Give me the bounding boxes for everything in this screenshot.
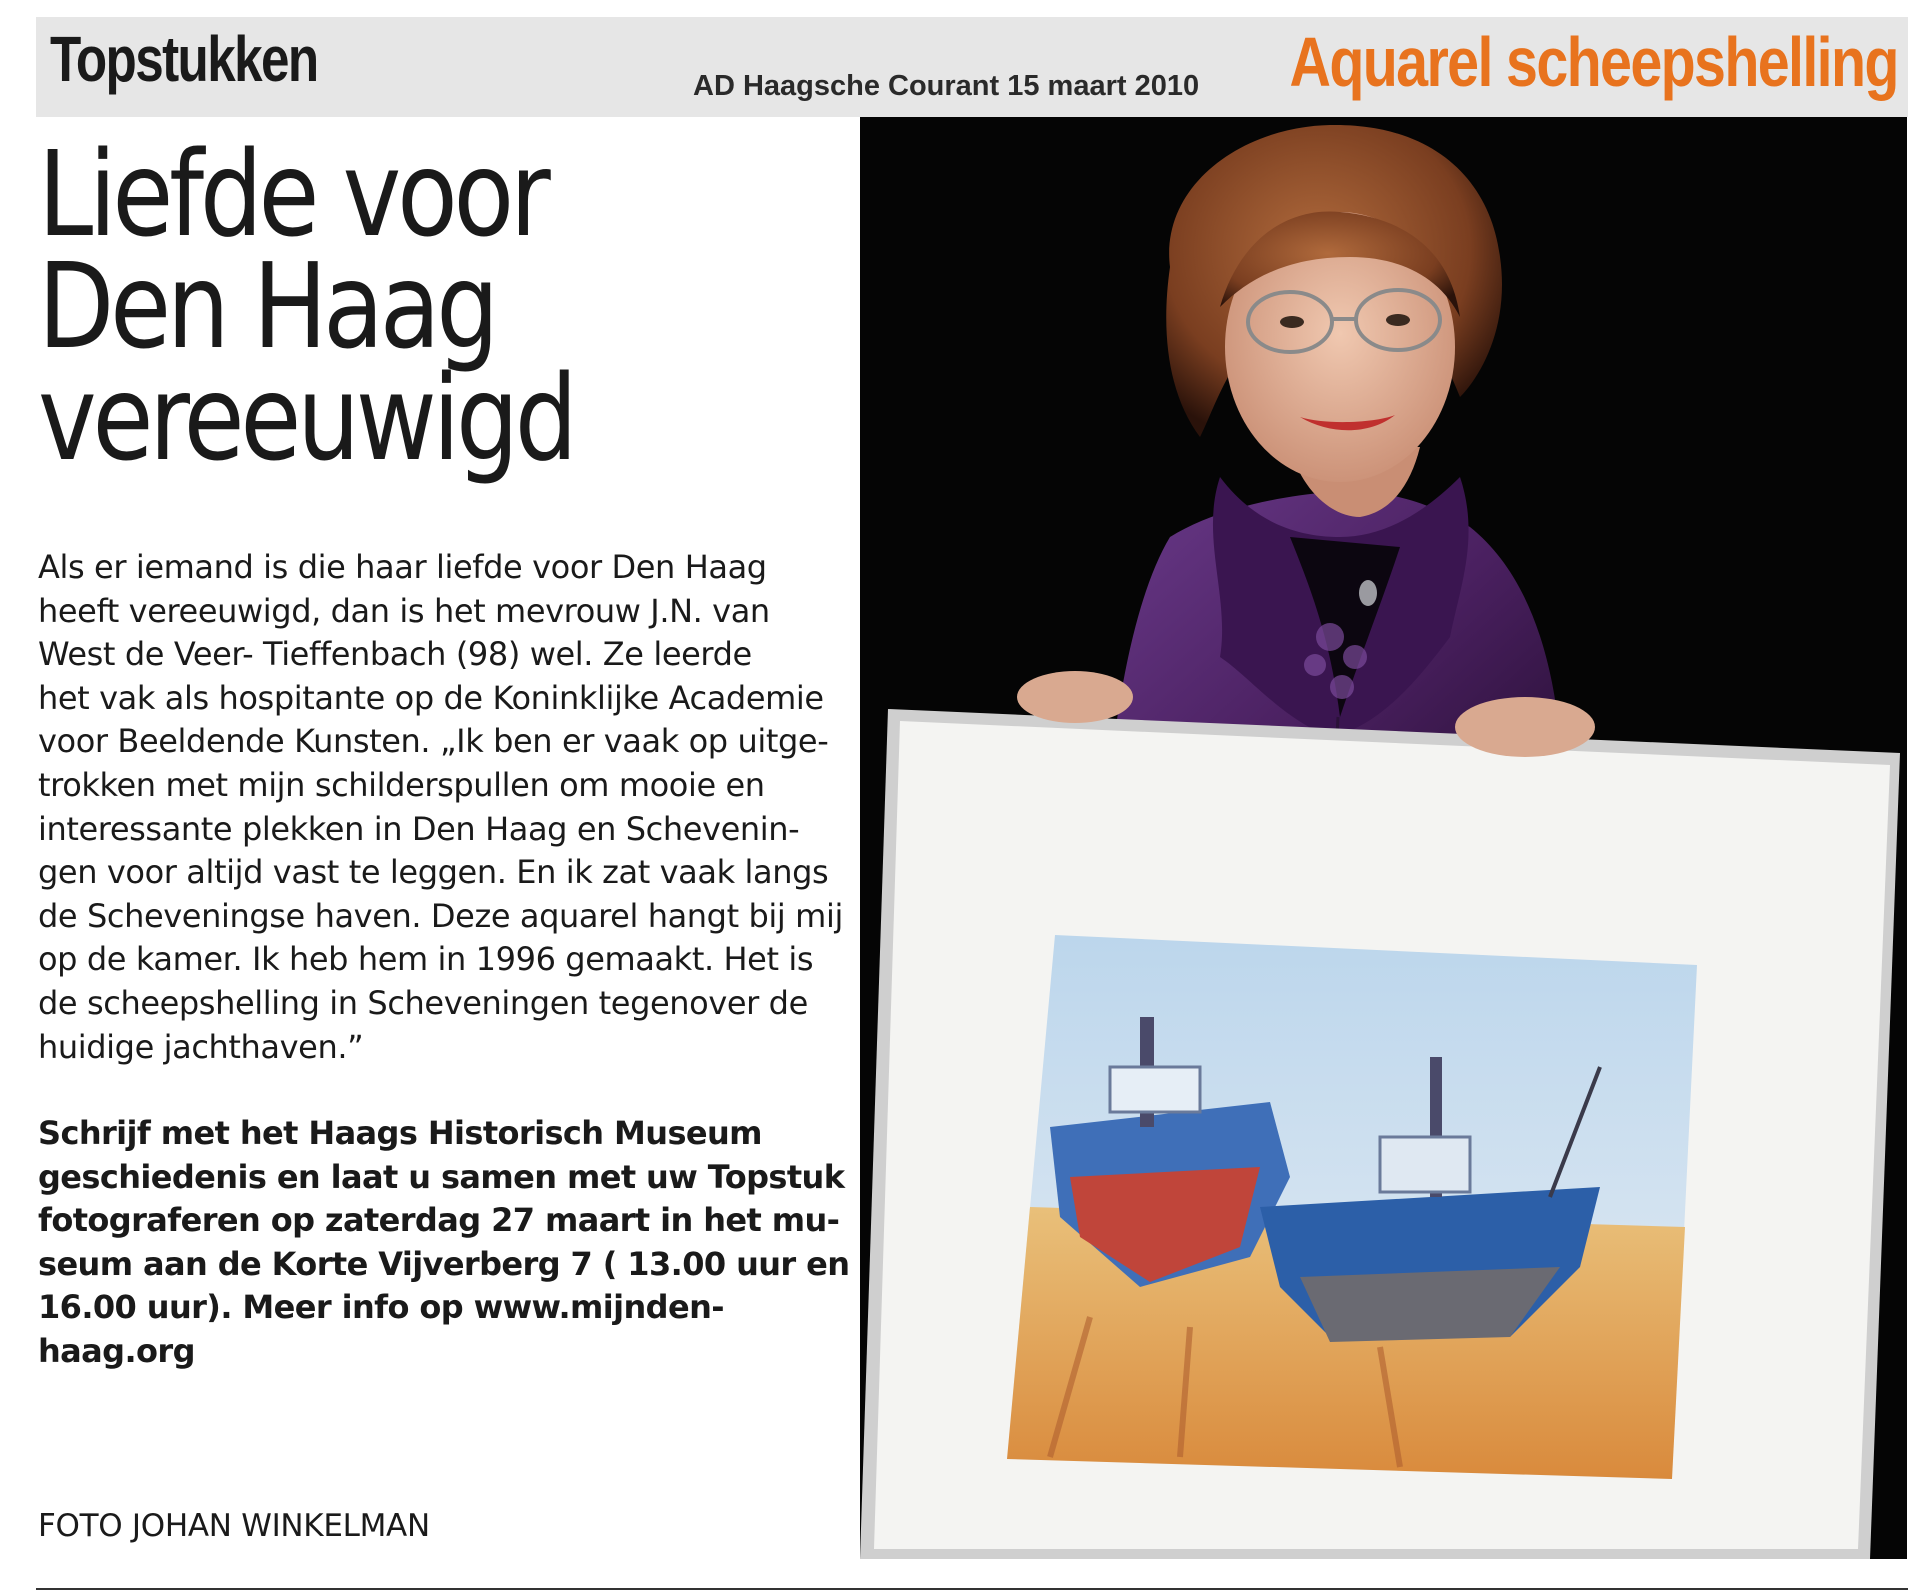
callout-line: geschiedenis en laat u samen met uw Topstuk <box>38 1157 845 1196</box>
body-line: huidige jachthaven.” <box>38 1027 364 1066</box>
callout-line: fotograferen op zaterdag 27 maart in het mu- <box>38 1201 840 1240</box>
callout-text <box>38 1112 850 1374</box>
callout-line: seum aan de Korte Vijverberg 7 ( 13.00 uur en <box>38 1244 850 1283</box>
article-body <box>38 546 843 1069</box>
callout-line: haag.org <box>38 1331 195 1370</box>
body-line: op de kamer. Ik heb hem in 1996 gemaakt. Het is <box>38 940 814 979</box>
body-line: trokken met mijn schilderspullen om mooie en <box>38 765 765 804</box>
headline <box>38 125 710 487</box>
callout-line: Schrijf met het Haags Historisch Museum <box>38 1114 762 1152</box>
body-line: gen voor altijd vast te leggen. En ik zat vaak langs <box>38 853 829 892</box>
callout-line: 16.00 uur). Meer info op www.mijnden- <box>38 1288 724 1327</box>
body-line: de scheepshelling in Scheveningen tegenover de <box>38 983 808 1022</box>
header-topic: Aquarel scheepshelling <box>1289 23 1898 101</box>
body-line: interessante plekken in Den Haag en Schevenin- <box>38 809 800 848</box>
body-line: voor Beeldende Kunsten. „Ik ben er vaak op uitge- <box>38 722 829 761</box>
body-line: West de Veer- Tieffenbach (98) wel. Ze leerde <box>38 635 752 674</box>
portrait-photo <box>860 117 1907 1559</box>
body-line: de Scheveningse haven. Deze aquarel hangt bij mij <box>38 896 843 935</box>
headline-line: Den Haag <box>38 237 495 375</box>
photo-credit: FOTO JOHAN WINKELMAN <box>38 1508 430 1544</box>
headline-line: Liefde voor <box>38 125 547 263</box>
body-line: het vak als hospitante op de Koninklijke Academie <box>38 678 824 717</box>
source-line: AD Haagsche Courant 15 maart 2010 <box>693 70 1200 102</box>
section-label: Topstukken <box>50 23 318 95</box>
body-line: Als er iemand is die haar liefde voor Den Haag <box>38 548 767 586</box>
footer-rule <box>36 1588 1908 1590</box>
headline-line: vereeuwigd <box>38 349 574 487</box>
body-line: heeft vereeuwigd, dan is het mevrouw J.N. van <box>38 591 770 630</box>
